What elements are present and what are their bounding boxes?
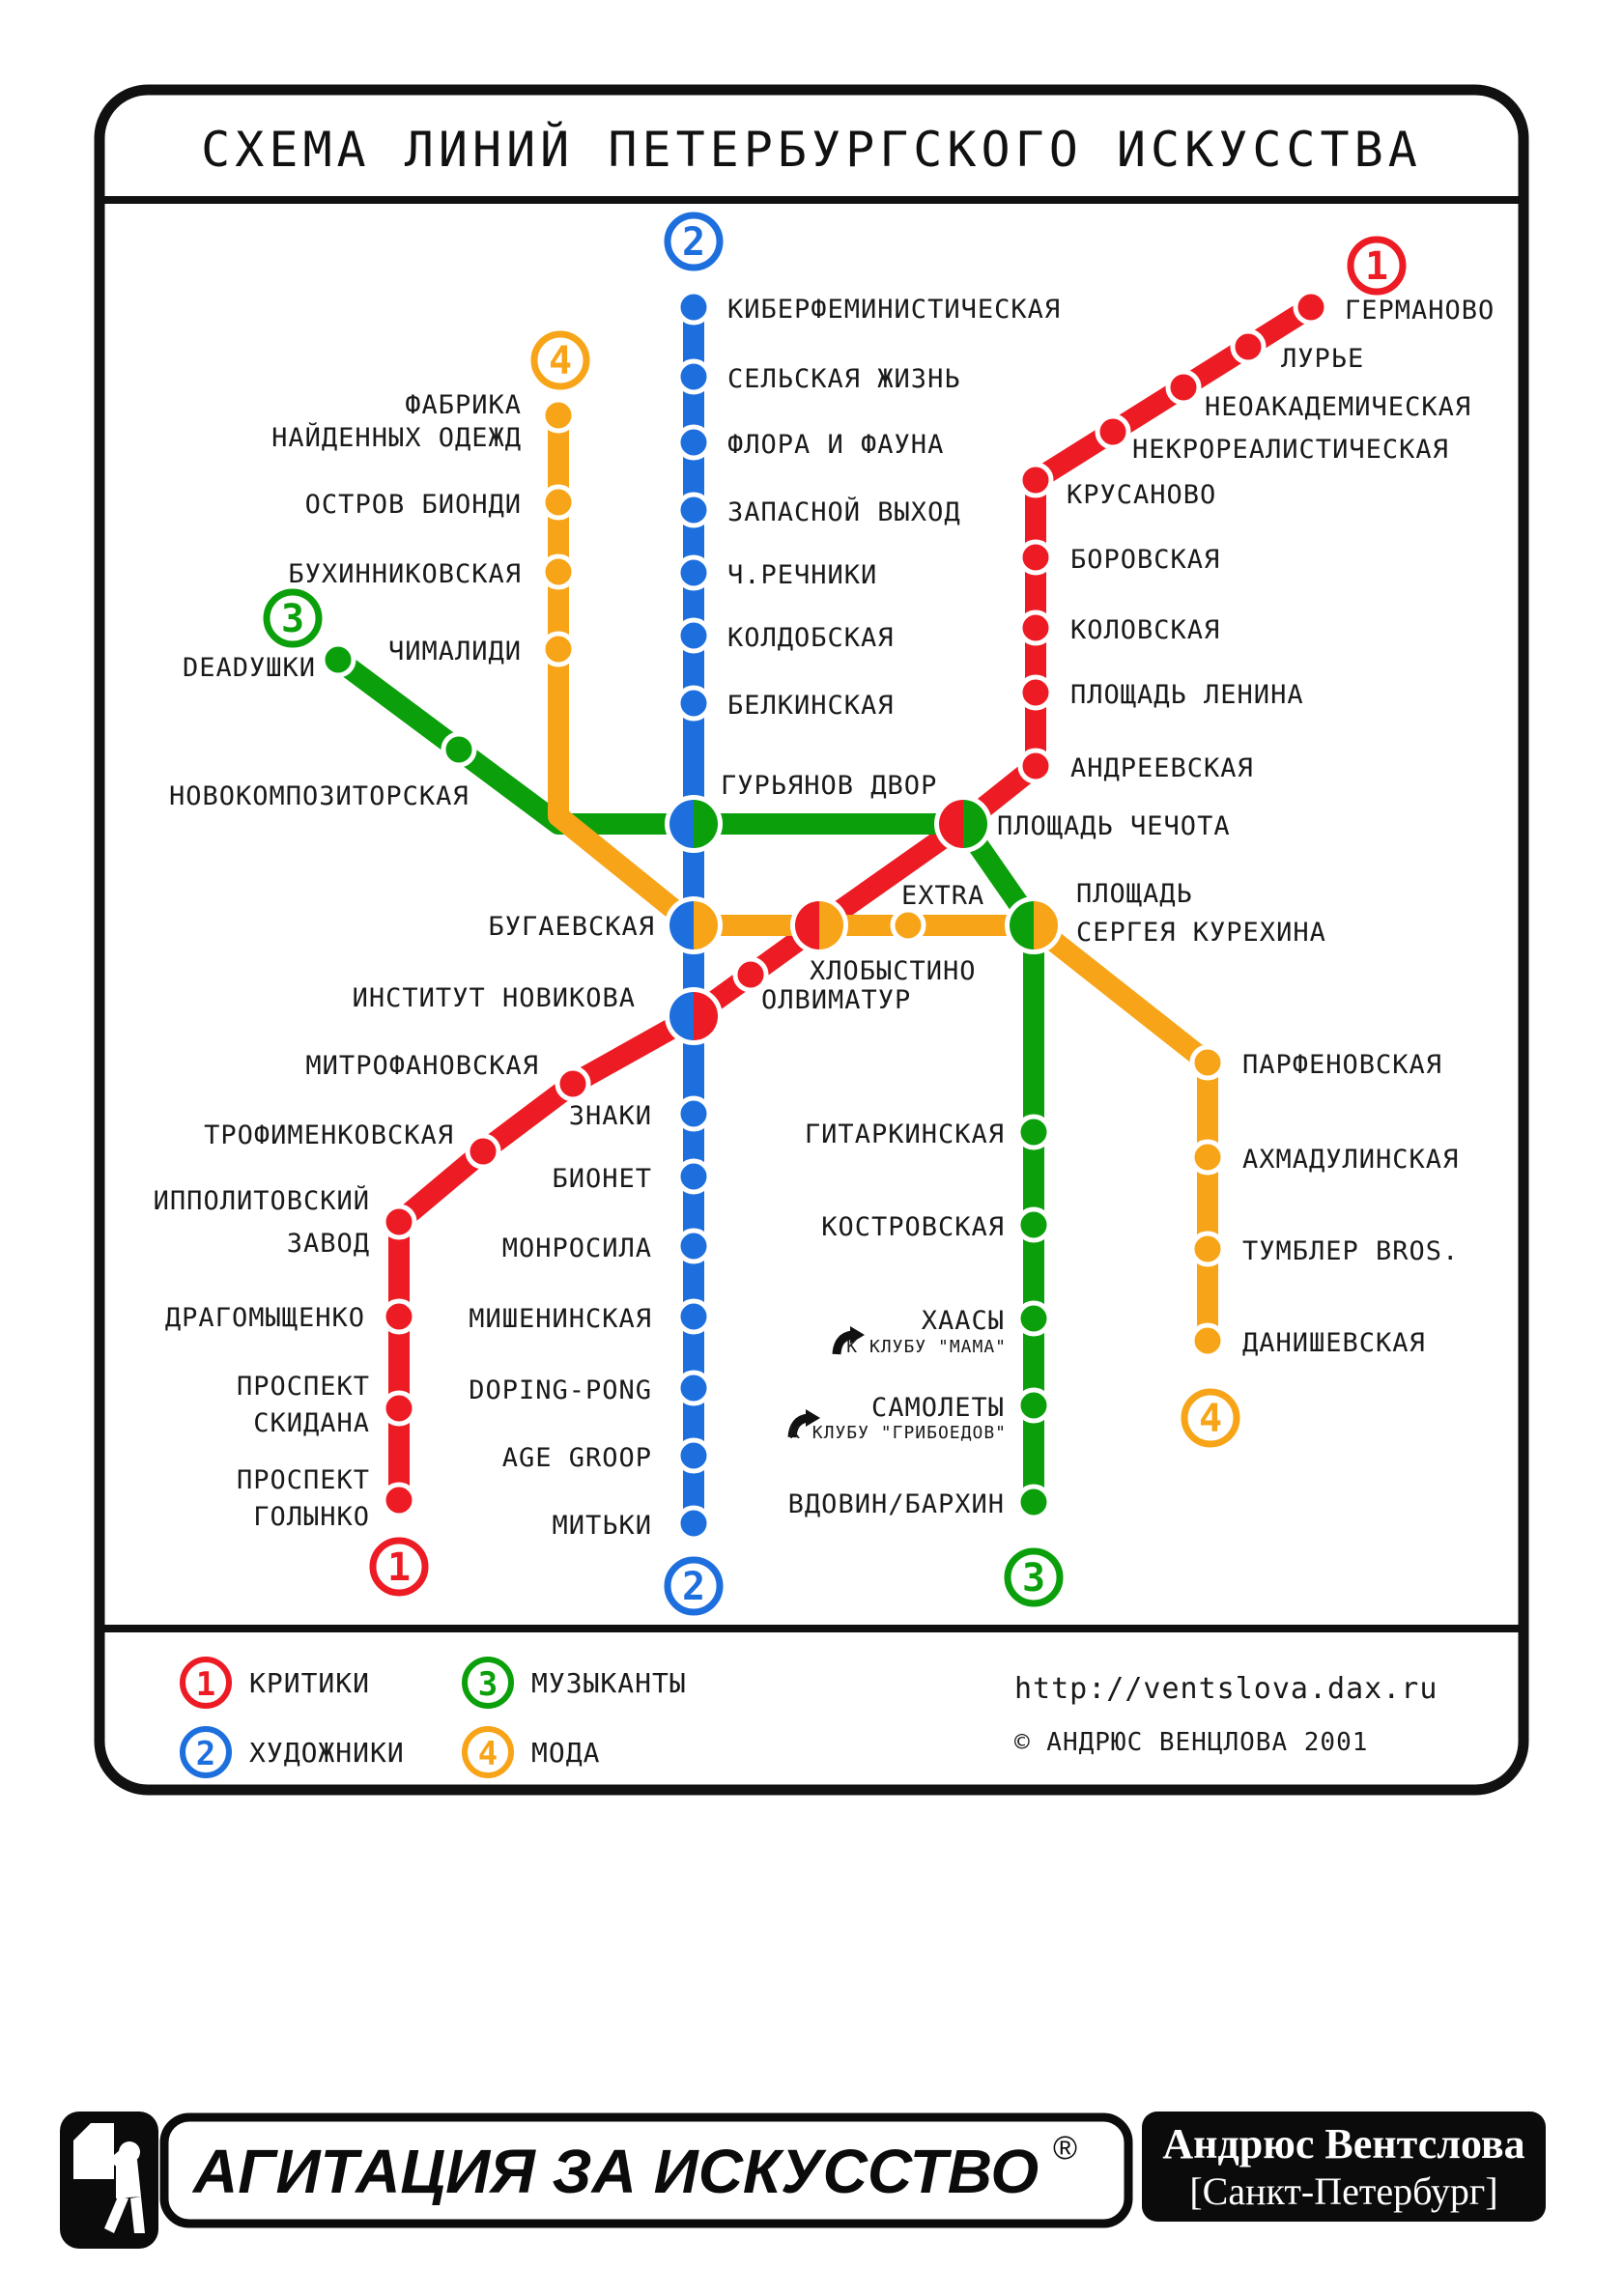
line-2-number: 2 — [195, 1735, 216, 1773]
station-dot — [678, 1098, 709, 1129]
station-label: ГИТАРКИНСКАЯ — [804, 1120, 1005, 1149]
legend-label-fashion: МОДА — [531, 1737, 601, 1769]
station-label: AGE GROOP — [501, 1443, 652, 1473]
station-dot — [384, 1393, 414, 1424]
line-1-number: 1 — [195, 1665, 216, 1704]
station-dot — [1018, 1390, 1049, 1421]
station-dot — [468, 1136, 498, 1167]
line-4-number: 4 — [477, 1735, 498, 1773]
station-dot — [384, 1206, 414, 1237]
station-dot — [678, 557, 709, 588]
station-dot — [678, 1231, 709, 1261]
transfer-station-label: ПЛОЩАДЬ ЧЕЧОТА — [997, 811, 1231, 841]
line-3-number: 3 — [477, 1665, 498, 1704]
station-dot — [678, 1301, 709, 1332]
station-label: БИОНЕТ — [552, 1164, 652, 1194]
station-label: НАЙДЕННЫХ ОДЕЖД — [271, 423, 522, 453]
station-label: ИППОЛИТОВСКИЙ — [153, 1186, 370, 1216]
station-dot — [543, 556, 574, 587]
station-label: DOPING-PONG — [469, 1375, 652, 1405]
brand-title: АГИТАЦИЯ ЗА ИСКУССТВО — [193, 2137, 1039, 2206]
station-dot — [1296, 292, 1326, 323]
station-label: НОВОКОМПОЗИТОРСКАЯ — [169, 781, 470, 811]
station-dot — [1097, 416, 1128, 447]
station-label: САМОЛЕТЫ — [870, 1393, 1005, 1423]
station-dot — [678, 1508, 709, 1539]
station-label: ФАБРИКА — [405, 390, 522, 420]
station-label: ХААСЫ — [921, 1306, 1005, 1336]
station-label: БЕЛКИНСКАЯ — [727, 691, 895, 721]
station-dot — [384, 1485, 414, 1516]
station-label: НЕКРОРЕАЛИСТИЧЕСКАЯ — [1132, 435, 1449, 465]
station-label: СКИДАНА — [253, 1408, 370, 1438]
legend-item-musicians — [465, 1659, 687, 1706]
station-dot — [1018, 1117, 1049, 1148]
station-label: ТУМБЛЕР BROS. — [1242, 1236, 1460, 1266]
station-label: ЗАПАСНОЙ ВЫХОД — [727, 497, 961, 527]
legend-item-critics — [183, 1659, 370, 1706]
station-dot — [678, 620, 709, 651]
line-number: 1 — [1364, 244, 1389, 289]
footer-logo — [60, 2112, 1546, 2249]
station-dot — [384, 1301, 414, 1332]
station-label: ФЛОРА И ФАУНА — [727, 430, 945, 460]
station-label: ДРАГОМЫЩЕНКО — [164, 1303, 365, 1333]
line-number: 4 — [1198, 1397, 1223, 1441]
station-dot — [543, 400, 574, 431]
station-dot — [1020, 542, 1051, 573]
club-note-label: К КЛУБУ "МАМА" — [846, 1337, 1007, 1357]
website-url: http://ventslova.dax.ru — [1014, 1672, 1438, 1706]
club-note-label: К КЛУБУ "ГРИБОЕДОВ" — [789, 1423, 1007, 1443]
station-label: НЕОАКАДЕМИЧЕСКАЯ — [1205, 392, 1472, 422]
station-dot — [1020, 612, 1051, 643]
station-dot — [1192, 1325, 1223, 1356]
line-number: 4 — [548, 339, 573, 383]
station-dot — [1192, 1233, 1223, 1264]
station-label: ПРОСПЕКТ — [236, 1372, 370, 1402]
station-label: МИШЕНИНСКАЯ — [469, 1304, 652, 1334]
station-dot — [678, 688, 709, 719]
transfer-station-label: ИНСТИТУТ НОВИКОВА — [352, 983, 636, 1013]
station-label: ГОЛЫНКО — [253, 1502, 370, 1532]
station-dot — [1018, 1209, 1049, 1240]
station-label: КИБЕРФЕМИНИСТИЧЕСКАЯ — [727, 295, 1062, 325]
station-label: ЗАВОД — [286, 1229, 370, 1259]
station-dot — [678, 1373, 709, 1403]
author-name: Андрюс Вентслова — [1162, 2120, 1525, 2168]
station-label: КОЛОВСКАЯ — [1070, 615, 1221, 645]
station-dot — [323, 644, 354, 675]
station-dot — [1020, 465, 1051, 496]
station-label: СЕЛЬСКАЯ ЖИЗНЬ — [727, 364, 961, 394]
transfer-station-label: ХЛОБЫСТИНО — [810, 956, 977, 986]
legend-label-critics: КРИТИКИ — [249, 1667, 371, 1699]
station-label: ЧИМАЛИДИ — [387, 637, 522, 666]
station-label: КОЛДОБСКАЯ — [727, 623, 895, 653]
transfer-station-label: ГУРЬЯНОВ ДВОР — [721, 771, 938, 801]
station-label: ОЛВИМАТУР — [761, 985, 912, 1015]
station-label: МИТЬКИ — [552, 1511, 652, 1541]
station-label: МОНРОСИЛА — [501, 1233, 652, 1263]
station-dot — [678, 1161, 709, 1192]
station-label: ЗНАКИ — [568, 1101, 652, 1131]
station-label: ЛУРЬЕ — [1281, 344, 1365, 374]
transfer-station-label: БУГАЕВСКАЯ — [488, 912, 655, 942]
station-label: ПРОСПЕКТ — [236, 1465, 370, 1495]
station-label: КРУСАНОВО — [1067, 480, 1217, 510]
station-dot — [893, 910, 924, 941]
station-label: DEADУШКИ — [182, 653, 316, 683]
station-label: ГЕРМАНОВО — [1345, 296, 1495, 326]
station-dot — [1233, 331, 1264, 362]
station-label: ОСТРОВ БИОНДИ — [304, 490, 522, 520]
line-number: 3 — [1021, 1556, 1046, 1601]
line-number: 1 — [386, 1545, 412, 1590]
station-label: МИТРОФАНОВСКАЯ — [305, 1051, 539, 1081]
station-label: EXTRA — [901, 881, 985, 911]
station-dot — [678, 1440, 709, 1471]
station-label: АНДРЕЕВСКАЯ — [1070, 753, 1254, 783]
station-dot — [1018, 1303, 1049, 1334]
station-label: АХМАДУЛИНСКАЯ — [1242, 1145, 1460, 1175]
station-dot — [1020, 751, 1051, 781]
station-dot — [543, 487, 574, 518]
station-dot — [678, 495, 709, 525]
station-label: ПАРФЕНОВСКАЯ — [1242, 1050, 1443, 1080]
station-dot — [1192, 1047, 1223, 1078]
line-number: 2 — [681, 1565, 706, 1609]
station-dot — [1018, 1487, 1049, 1517]
author-city: [Санкт-Петербург] — [1189, 2169, 1498, 2213]
line-number: 2 — [681, 220, 706, 265]
station-label: БУХИННИКОВСКАЯ — [288, 559, 522, 589]
legend-label-artists: ХУДОЖНИКИ — [249, 1737, 405, 1769]
station-label: Ч.РЕЧНИКИ — [727, 560, 878, 590]
station-dot — [678, 427, 709, 458]
station-label: КОСТРОВСКАЯ — [821, 1212, 1005, 1242]
page-title: СХЕМА ЛИНИЙ ПЕТЕРБУРГСКОГО ИСКУССТВА — [201, 122, 1422, 178]
station-dot — [557, 1068, 588, 1099]
station-dot — [443, 734, 474, 765]
station-dot — [678, 292, 709, 323]
transfer-station-label: ПЛОЩАДЬ — [1076, 879, 1193, 909]
station-dot — [543, 634, 574, 665]
station-label: ТРОФИМЕНКОВСКАЯ — [204, 1120, 454, 1150]
transfer-station-label: СЕРГЕЯ КУРЕХИНА — [1076, 918, 1326, 948]
station-dot — [1192, 1142, 1223, 1173]
station-label: ВДОВИН/БАРХИН — [787, 1489, 1005, 1519]
station-dot — [1020, 677, 1051, 708]
copyright-line: © АНДРЮС ВЕНЦЛОВА 2001 — [1014, 1728, 1369, 1757]
line-number: 3 — [280, 597, 305, 641]
legend-item-artists — [183, 1729, 405, 1775]
station-dot — [678, 361, 709, 392]
station-label: ДАНИШЕВСКАЯ — [1242, 1328, 1426, 1358]
legend-item-fashion — [465, 1729, 600, 1775]
registered-mark: ® — [1053, 2130, 1078, 2167]
legend-label-musicians: МУЗЫКАНТЫ — [531, 1667, 687, 1699]
station-label: БОРОВСКАЯ — [1070, 545, 1221, 575]
station-dot — [1168, 372, 1199, 403]
station-label: ПЛОЩАДЬ ЛЕНИНА — [1070, 680, 1304, 710]
